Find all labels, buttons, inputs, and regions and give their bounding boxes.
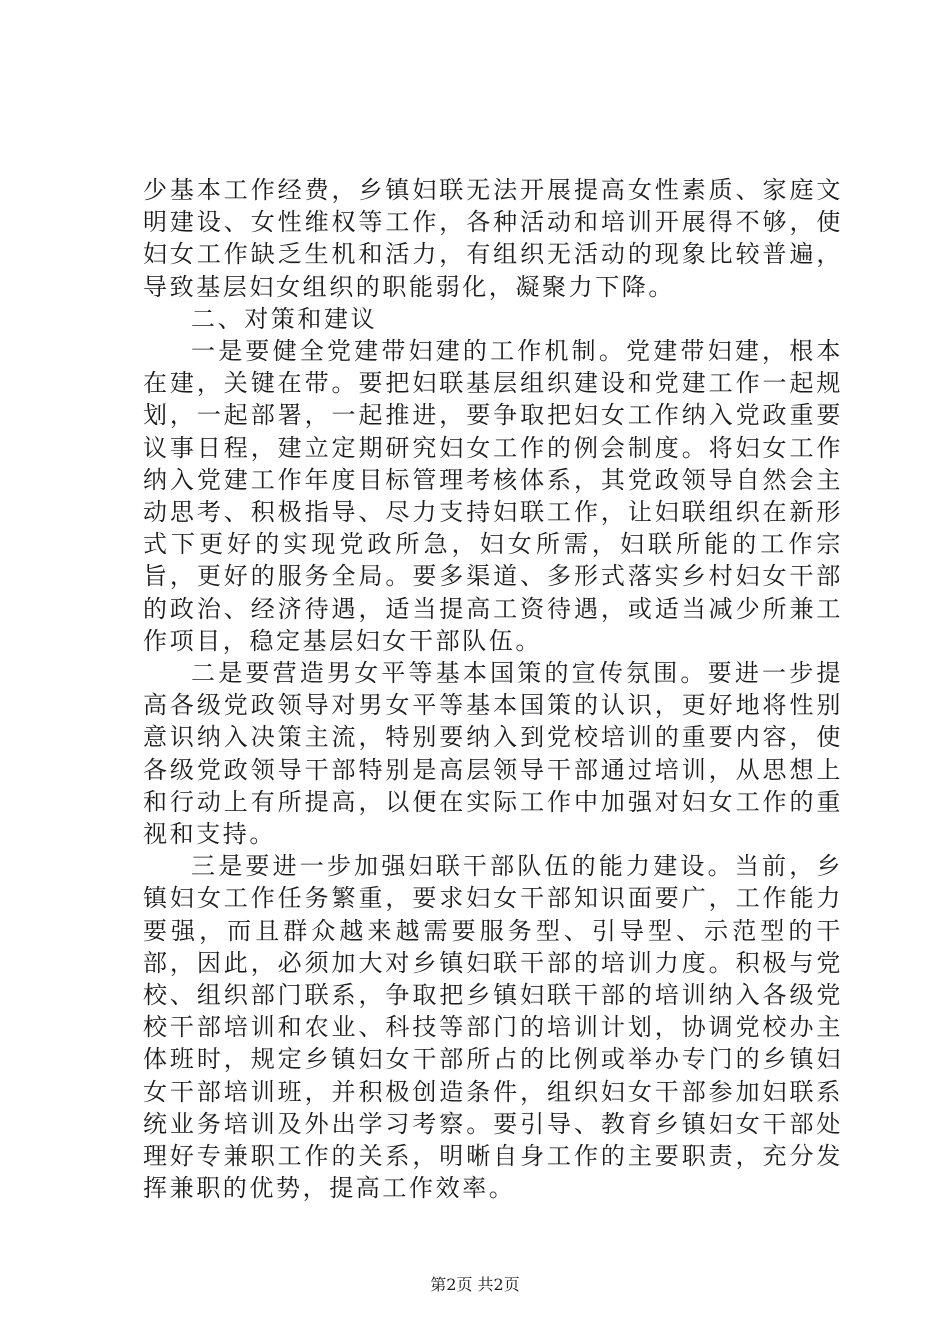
section-heading: 二、对策和建议 xyxy=(191,304,378,333)
paragraph-two: 二是要营造男女平等基本国策的宣传氛围。要进一步提高各级党政领导对男女平等基本国策的认识，更好地将性别意识纳入决策主流，特别要纳入到党校培训的重要内容，使各级党政领导干部特别是高层领导干部通过培训，从思想上和行动上有所提高，以便在实际工作中加强对妇女工作的重视和支持。 xyxy=(143,659,843,849)
paragraph-continuation: 少基本工作经费，乡镇妇联无法开展提高女性素质、家庭文明建设、女性维权等工作，各种活动和培训开展得不够，使妇女工作缺乏生机和活力，有组织无活动的现象比较普遍，导致基层妇女组织的职能弱化，凝聚力下降。 xyxy=(143,176,843,301)
page-footer: 第2页 共2页 xyxy=(430,1275,520,1294)
paragraph-one: 一是要健全党建带妇建的工作机制。党建带妇建，根本在建，关键在带。要把妇联基层组织建设和党建工作一起规划，一起部署，一起推进，要争取把妇女工作纳入党政重要议事日程，建立定期研究妇女工作的例会制度。将妇女工作纳入党建工作年度目标管理考核体系，其党政领导自然会主动思考、积极指导、尽力支持妇联工作，让妇联组织在新形式下更好的实现党政所急，妇女所需，妇联所能的工作宗旨，更好的服务全局。要多渠道、多形式落实乡村妇女干部的政治、经济待遇，适当提高工资待遇，或适当减少所兼工作项目，稳定基层妇女干部队伍。 xyxy=(143,337,843,655)
paragraph-three: 三是要进一步加强妇联干部队伍的能力建设。当前，乡镇妇女工作任务繁重，要求妇女干部知识面要广，工作能力要强，而且群众越来越需要服务型、引导型、示范型的干部，因此，必须加大对乡镇妇联干部的培训力度。积极与党校、组织部门联系，争取把乡镇妇联干部的培训纳入各级党校干部培训和农业、科技等部门的培训计划，协调党校办主体班时，规定乡镇妇女干部所占的比例或举办专门的乡镇妇女干部培训班，并积极创造条件，组织妇女干部参加妇联系统业务培训及外出学习考察。要引导、教育乡镇妇女干部处理好专兼职工作的关系，明晰自身工作的主要职责，充分发挥兼职的优势，提高工作效率。 xyxy=(143,852,843,1203)
document-body xyxy=(143,174,843,1205)
